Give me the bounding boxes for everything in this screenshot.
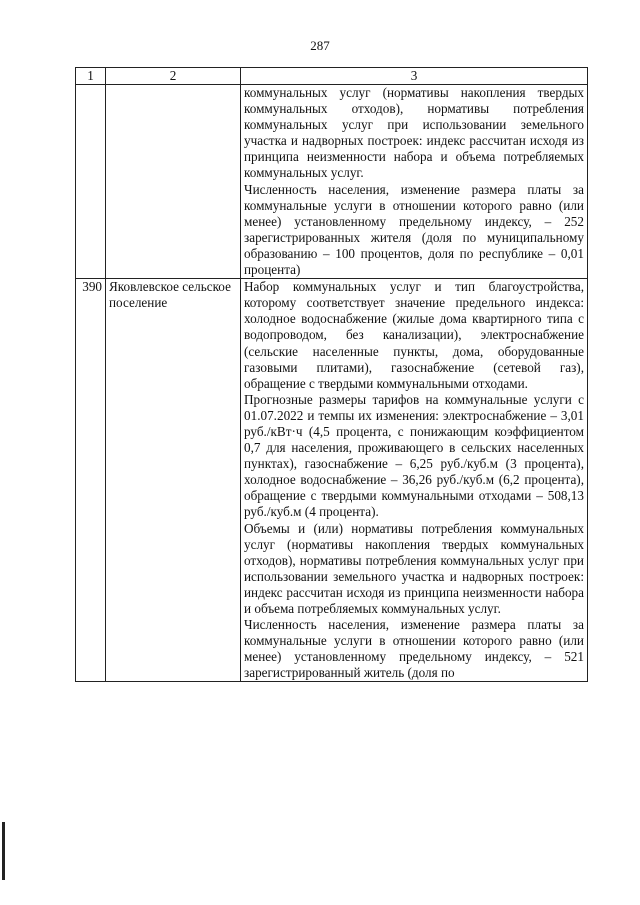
municipality-name (106, 85, 241, 279)
description-paragraph: Объемы и (или) нормативы потребления коммунальных услуг (нормативы накопления твердых коммунальных отходов), нормативы потребления коммунальных услуг при использовании земельного участка и надворных построек: индекс рассчитан исходя из принципа неизменности набора и объема потребляемых коммунальных услуг. (244, 520, 584, 616)
description-paragraph: коммунальных услуг (нормативы накопления твердых коммунальных отходов), нормативы потребления коммунальных услуг при использовании земельного участка и надворных построек: индекс рассчитан исходя из принципа неизменности набора и объема потребляемых коммунальных услуг. (244, 85, 584, 181)
row-description (241, 85, 588, 279)
table-row (76, 279, 588, 682)
table-header-row (76, 68, 588, 85)
header-col-3: 3 (241, 68, 588, 85)
table-row (76, 85, 588, 279)
header-col-1: 1 (76, 68, 106, 85)
description-paragraph: Набор коммунальных услуг и тип благоустройства, которому соответствует значение предельного индекса: холодное водоснабжение (жилые дома квартирного типа с водопроводом, без канализации), электроснабжение (сельские населенные пункты, дома, оборудованные газовыми плитами), газоснабжение (сетевой газ), обращение с твердыми коммунальными отходами. (244, 279, 584, 391)
scan-edge-mark (2, 822, 5, 880)
page-number: 287 (310, 38, 330, 53)
tariff-table (75, 67, 588, 682)
description-paragraph: Численность населения, изменение размера платы за коммунальные услуги в отношении которого равно (или менее) установленному предельному индексу, – 521 зарегистрированный житель (доля по (244, 617, 584, 681)
header-col-2: 2 (106, 68, 241, 85)
municipality-name: Яковлевское сельское поселение (106, 279, 241, 682)
row-number (76, 85, 106, 279)
description-paragraph: Прогнозные размеры тарифов на коммунальные услуги с 01.07.2022 и темпы их изменения: электроснабжение – 3,01 руб./кВт·ч (4,5 процента, с понижающим коэффициентом 0,7 для населения, проживающего в сельских населенных пунктах), газоснабжение – 6,25 руб./куб.м (3 процента), холодное водоснабжение – 36,26 руб./куб.м (6,2 процента), обращение с твердыми коммунальными отходами – 508,13 руб./куб.м (4 процента). (244, 391, 584, 520)
row-number: 390 (76, 279, 106, 682)
row-description (241, 279, 588, 682)
description-paragraph: Численность населения, изменение размера платы за коммунальные услуги в отношении которого равно (или менее) установленному предельному индексу, – 252 зарегистрированных жителя (доля по муниципальному образованию – 100 процентов, доля по республике – 0,01 процента) (244, 181, 584, 278)
